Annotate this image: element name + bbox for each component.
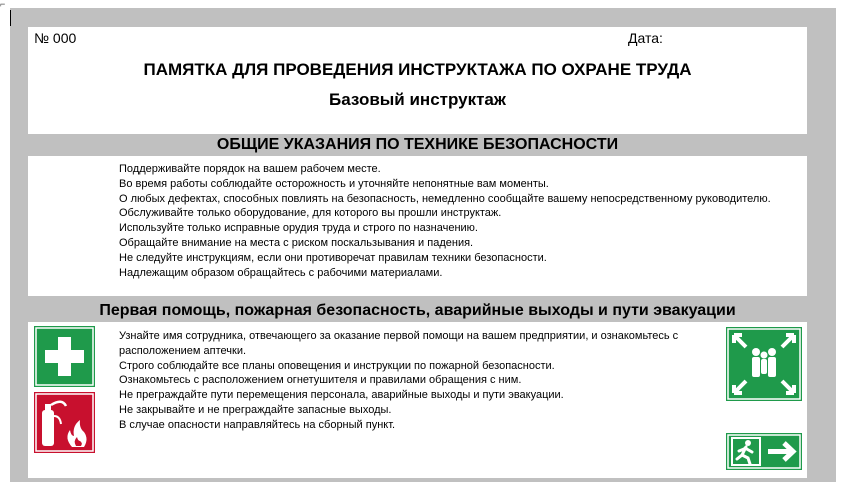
instruction-line: Обслуживайте только оборудование, для которого вы прошли инструктаж. xyxy=(119,207,502,220)
instruction-line: Строго соблюдайте все планы оповещения и инструкции по пожарной безопасности. xyxy=(119,359,555,372)
first-aid-cross-icon xyxy=(34,326,95,387)
general-section xyxy=(28,156,807,296)
instruction-line: Надлежащим образом обращайтесь с рабочими материалами. xyxy=(119,266,443,279)
general-instructions xyxy=(119,162,799,280)
text-cursor xyxy=(10,10,11,26)
instruction-line: Не преграждайте пути перемещения персонала, аварийные выходы и пути эвакуации. xyxy=(119,389,564,402)
fire-extinguisher-icon xyxy=(34,392,95,453)
first-aid-instructions xyxy=(119,329,719,433)
general-section-heading: ОБЩИЕ УКАЗАНИЯ ПО ТЕХНИКЕ БЕЗОПАСНОСТИ xyxy=(216,136,619,153)
first-aid-section xyxy=(28,322,807,478)
page-title: ПАМЯТКА ДЛЯ ПРОВЕДЕНИЯ ИНСТРУКТАЖА ПО ОХРАНЕ ТРУДА xyxy=(143,60,692,79)
instruction-line: Во время работы соблюдайте осторожность и уточняйте непонятные вам моменты. xyxy=(119,177,549,190)
instruction-line: Обращайте внимание на места с риском поскальзывания и падения. xyxy=(119,236,474,249)
document-header xyxy=(28,27,807,134)
instruction-line: Поддерживайте порядок на вашем рабочем месте. xyxy=(119,163,381,175)
instruction-line: Ознакомьтесь с расположением огнетушителя и правилами обращения с ним. xyxy=(119,374,522,387)
instruction-line: В случае опасности направляйтесь на сборный пункт. xyxy=(119,418,396,431)
page-subtitle: Базовый инструктаж xyxy=(329,90,506,109)
instruction-line: Используйте только исправные орудия труда и строго по назначению. xyxy=(119,222,478,235)
date-label: Дата: xyxy=(628,30,663,46)
sheet-corner-handle[interactable]: ⌐ xyxy=(0,0,6,9)
emergency-exit-icon xyxy=(726,433,802,470)
instruction-line: Не следуйте инструкциям, если они противоречат правилам техники безопасности. xyxy=(119,251,547,264)
instruction-line: О любых дефектах, способных повлиять на безопасность, немедленно сообщайте вашему непосредственному руководителю. xyxy=(119,192,771,205)
document-number: № 000 xyxy=(34,30,77,46)
first-aid-section-heading: Первая помощь, пожарная безопасность, аварийные выходы и пути эвакуации xyxy=(99,302,736,319)
assembly-point-icon xyxy=(726,327,802,401)
instruction-line: Не закрывайте и не преграждайте запасные выходы. xyxy=(119,403,392,416)
instruction-line: Узнайте имя сотрудника, отвечающего за оказание первой помощи на вашем предприятии, и ознакомьтесь с расположением аптечки. xyxy=(119,330,679,357)
